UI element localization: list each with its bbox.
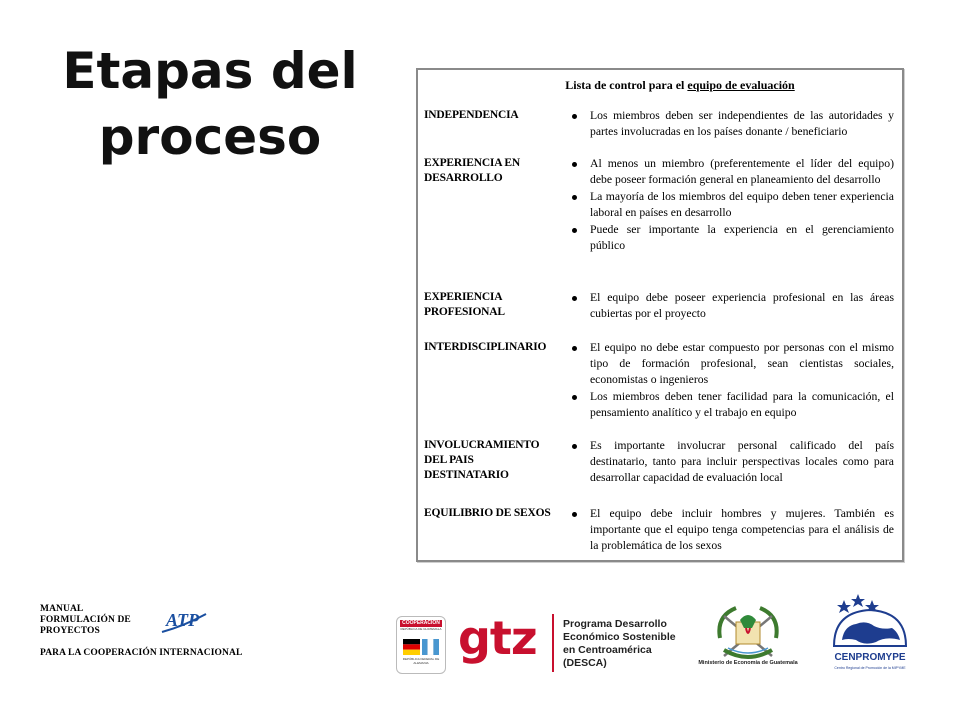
cenpromype-text: CENPROMYPE (834, 652, 906, 663)
checklist-item: Al menos un miembro (preferentemente el líder del equipo) debe poseer formación general en planeamiento del desarrollo (570, 156, 894, 188)
programa-line-4: (DESCA) (563, 657, 607, 669)
cenpromype-subtitle: Centro Regional de Promoción de la MIPYME (834, 666, 906, 670)
checklist-item: El equipo debe incluir hombres y mujeres. También es importante que el equipo tenga competencias para el análisis de la problemática de los sexos (570, 506, 894, 554)
checklist-heading-underlined: equipo de evaluación (687, 78, 795, 92)
checklist-items (570, 156, 894, 255)
manual-line-4: PARA LA COOPERACIÓN INTERNACIONAL (40, 648, 243, 658)
checklist-item: Es importante involucrar personal calificado del país destinatario, tanto para incluir perspectivas locales como para desarrollar capacidad de evaluación local (570, 438, 894, 486)
checklist-category: EXPERIENCIA EN DESARROLLO (424, 157, 520, 184)
checklist-items (570, 438, 894, 487)
cooperacion-logo (396, 616, 446, 674)
checklist-item: La mayoría de los miembros del equipo deben tener experiencia laboral en países en desarrollo (570, 189, 894, 221)
manual-line-1: MANUAL (40, 604, 84, 614)
cooperacion-line-1: REPÚBLICA DE GUATEMALA (400, 627, 442, 631)
checklist-category: INDEPENDENCIA (424, 109, 519, 121)
checklist-heading-prefix: Lista de control para el (565, 78, 688, 92)
atp-logo-icon (160, 606, 208, 636)
checklist-heading (418, 78, 902, 93)
slide-title (40, 38, 380, 170)
checklist-item: El equipo no debe estar compuesto por personas con el mismo tipo de formación profesional, sean cientistas sociales, economistas o ingenieros (570, 340, 894, 388)
checklist-item: Puede ser importante la experiencia en el gerenciamiento público (570, 222, 894, 254)
partner-logos (396, 588, 926, 678)
atp-logo-text: ATP (166, 610, 200, 630)
checklist-items (570, 290, 894, 323)
checklist-items (570, 506, 894, 555)
checklist-item: Los miembros deben tener facilidad para la comunicación, el pensamiento analítico y el trabajo en equipo (570, 389, 894, 421)
manual-line-3: PROYECTOS (40, 626, 100, 636)
gtz-logo: gtz (458, 611, 537, 665)
flags-icon (403, 639, 439, 655)
checklist-category: EXPERIENCIA PROFESIONAL (424, 291, 505, 318)
manual-line-2: FORMULACIÓN DE (40, 615, 131, 625)
checklist-category: INVOLUCRAMIENTO DEL PAIS DESTINATARIO (424, 439, 540, 481)
programa-line-2: Económico Sostenible (563, 631, 676, 643)
checklist-table (416, 68, 904, 562)
cooperacion-line-2: REPÚBLICA FEDERAL DE ALEMANIA (402, 657, 440, 665)
ministerio-text: Ministerio de Economía de Guatemala (698, 660, 798, 666)
checklist-category: INTERDISCIPLINARIO (424, 341, 547, 353)
slide-title-line-2: proceso (98, 108, 322, 166)
checklist-items (570, 340, 894, 422)
gtz-divider (552, 614, 554, 672)
checklist-item: El equipo debe poseer experiencia profesional en las áreas cubiertas por el proyecto (570, 290, 894, 322)
slide-title-line-1: Etapas del (62, 42, 358, 100)
checklist-category: EQUILIBRIO DE SEXOS (424, 507, 551, 519)
programa-line-3: en Centroamérica (563, 644, 652, 656)
programa-line-1: Programa Desarrollo (563, 618, 667, 630)
guatemala-coat-of-arms-icon (702, 598, 794, 678)
programa-desca-text (563, 618, 698, 670)
checklist-item: Los miembros deben ser independientes de las autoridades y partes involucradas en los países donante / beneficiario (570, 108, 894, 140)
cenpromype-logo-icon (826, 590, 914, 676)
checklist-items (570, 108, 894, 141)
cooperacion-header: COOPERACIÓN (400, 620, 442, 627)
